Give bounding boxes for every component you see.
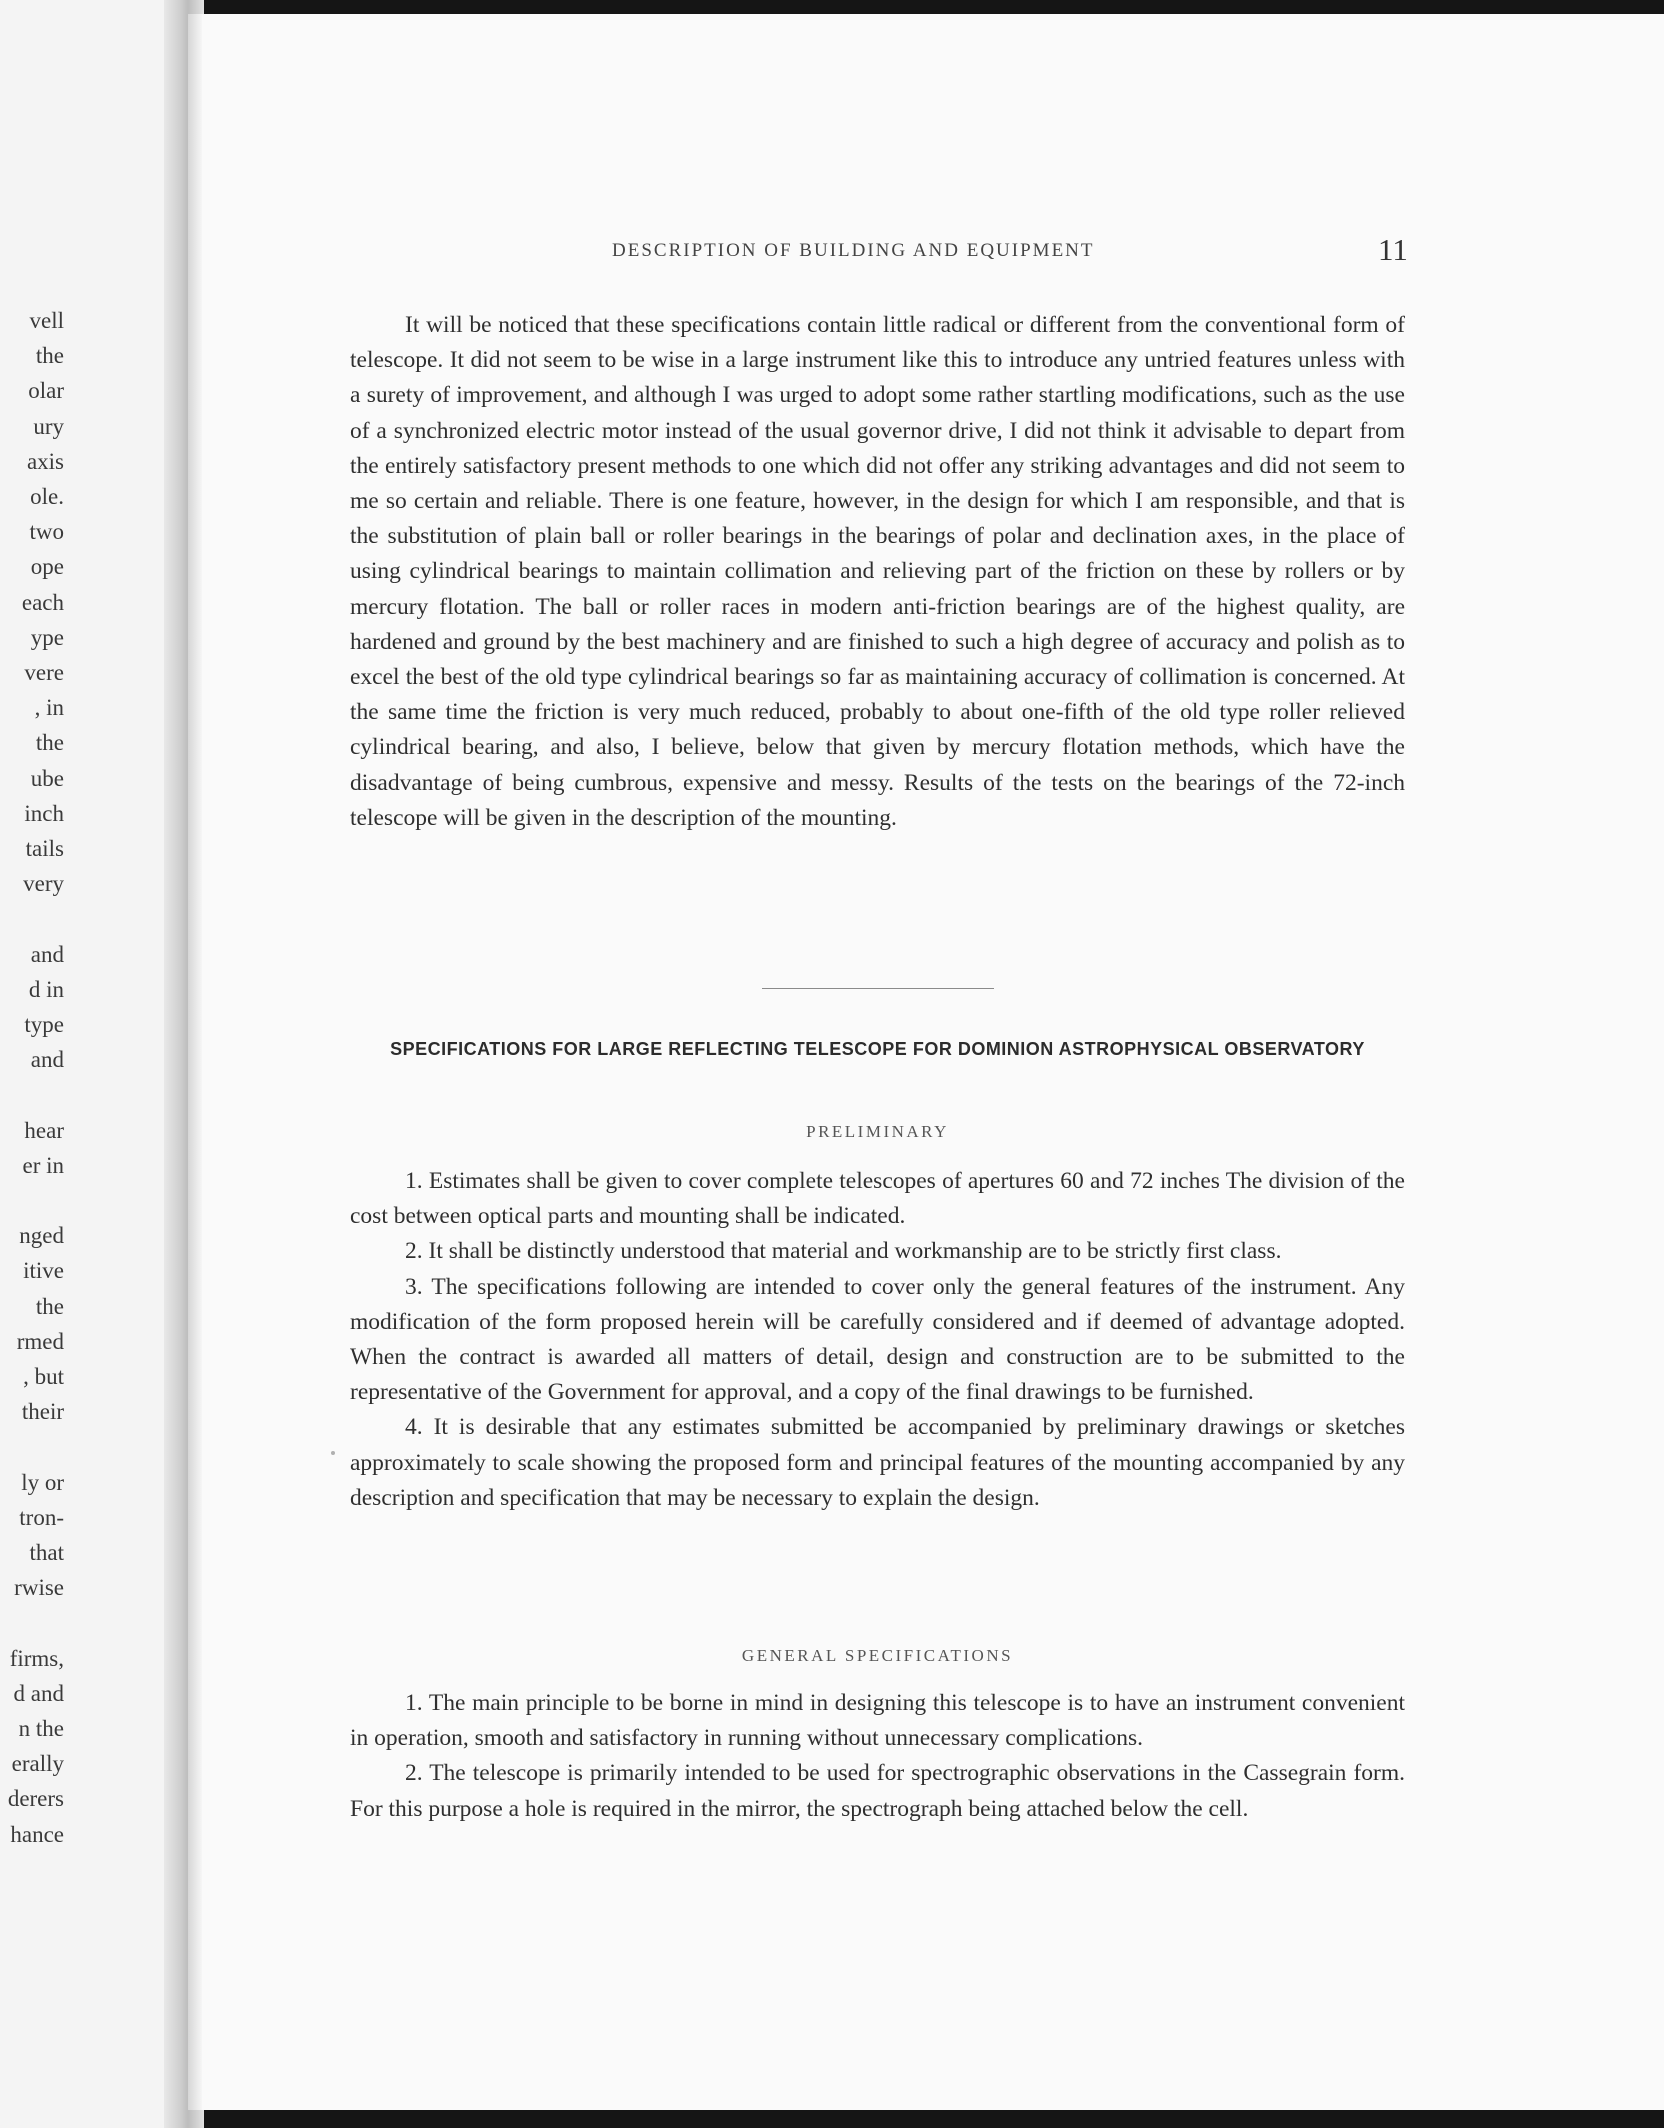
running-head: DESCRIPTION OF BUILDING AND EQUIPMENT — [612, 240, 1095, 261]
facing-page-line: itive — [23, 1258, 64, 1284]
paper-speck — [331, 1451, 335, 1455]
intro-paragraph: It will be noticed that these specifications contain little radical or different from the conventional form of telescope. It did not seem to be wise in a large instrument like this to introduce any untried features unless with a surety of improvement, and although I was urged to adopt some rather startling modifications, such as the use of a synchronized electric motor instead of the usual governor drive, I did not think it advisable to depart from the entirely satisfactory present methods to one which did not offer any striking advantages and did not seem to me so certain and reliable. There is one feature, however, in the design for which I am responsible, and that is the substitution of plain ball or roller bearings in the bearings of polar and declination axes, in the place of using cylindrical bearings to maintain collimation and relieving part of the friction on these by rollers or by mercury flotation. The ball or roller races in modern anti-friction bearings are of the highest quality, are hardened and ground by the best machinery and are finished to such a high degree of accuracy and polish as to excel the best of the old type cylindrical bearings so far as maintaining accuracy of collimation is concerned. At the same time the friction is very much reduced, probably to about one-fifth of the old type roller relieved cylindrical bearing, and also, I believe, below that given by mercury flotation methods, which have the disadvantage of being cumbrous, expensive and messy. Results of the tests on the bearings of the 72-inch telescope will be given in the description of the mounting. — [350, 312, 1405, 831]
facing-page-line: axis — [26, 448, 64, 474]
facing-page-line: rmed — [16, 1328, 64, 1354]
facing-page-line: each — [21, 589, 64, 615]
facing-page-line: tails — [25, 836, 64, 861]
facing-page-line: , in — [34, 695, 64, 721]
facing-page-line: hear — [24, 1117, 64, 1143]
facing-page-line: ube — [30, 765, 64, 791]
page-number: 11 — [1378, 232, 1408, 267]
intro-paragraph-block — [350, 308, 1405, 836]
facing-page-line: d and — [13, 1680, 64, 1706]
facing-page-line: two — [29, 519, 64, 545]
facing-page-line: and — [30, 1047, 64, 1073]
general-item-1: 1. The main principle to be borne in mind in designing this telescope is to have an instrument convenient in operation, smooth and satisfactory in running without unnecessary complications. — [350, 1690, 1405, 1752]
facing-page — [0, 0, 188, 2128]
preliminary-item-2: 2. It shall be distinctly understood that material and workmanship are to be strictly first class. — [405, 1238, 1282, 1265]
preliminary-item-1: 1. Estimates shall be given to cover complete telescopes of apertures 60 and 72 inches The division of the cost between optical parts and mounting shall be indicated. — [350, 1168, 1405, 1230]
facing-page-line: ope — [30, 554, 64, 580]
facing-page-line: , but — [23, 1364, 64, 1389]
facing-page-line: tron- — [19, 1504, 64, 1530]
preliminary-item-4: 4. It is desirable that any estimates submitted be accompanied by preliminary drawings or sketches approximately to scale showing the proposed form and principal features of the mounting accompanied by any description and specification that may be necessary to explain the design. — [350, 1414, 1405, 1511]
facing-page-line: firms, — [9, 1645, 64, 1671]
facing-page-line: derers — [7, 1786, 64, 1812]
facing-page-line: inch — [24, 800, 64, 826]
facing-page-line: the — [35, 1293, 64, 1319]
preliminary-item-3: 3. The specifications following are intended to cover only the general features of the instrument. Any modification of the form proposed herein will be carefully considered and if deemed of advantage adopted. When the contract is awarded all matters of detail, design and construction are to be submitted to the representative of the Government for approval, and a copy of the final drawings to be furnished. — [350, 1273, 1405, 1406]
section-divider — [762, 988, 994, 989]
preliminary-section — [350, 1164, 1405, 1516]
general-item-2: 2. The telescope is primarily intended to be used for spectrographic observations in the Cassegrain form. For this purpose a hole is required in the mirror, the spectrograph being attached below the cell. — [350, 1760, 1405, 1822]
facing-page-line: the — [35, 343, 64, 369]
facing-page-line: d in — [28, 976, 64, 1002]
page-edge-shadow — [188, 14, 202, 2110]
facing-page-line: hance — [10, 1821, 64, 1847]
facing-page-line: erally — [11, 1751, 64, 1777]
facing-page-line: ury — [33, 413, 64, 439]
specifications-heading: SPECIFICATIONS FOR LARGE REFLECTING TELESCOPE FOR DOMINION ASTROPHYSICAL OBSERVATORY — [390, 1039, 1365, 1059]
facing-page-line: the — [35, 730, 64, 756]
facing-page-line: ole. — [30, 484, 64, 509]
facing-page-line: n the — [18, 1716, 64, 1741]
facing-page-line: er in — [22, 1152, 64, 1178]
preliminary-heading: PRELIMINARY — [806, 1122, 949, 1141]
facing-page-line: rwise — [14, 1575, 64, 1601]
facing-page-line: type — [24, 1012, 64, 1037]
facing-page-line: vere — [24, 660, 64, 685]
facing-page-line: nged — [19, 1223, 64, 1249]
general-specifications-heading: GENERAL SPECIFICATIONS — [741, 1646, 1014, 1665]
facing-page-line: vell — [29, 308, 64, 333]
facing-page-line: their — [21, 1399, 64, 1425]
facing-page-line: that — [29, 1540, 64, 1565]
general-specifications-section — [350, 1686, 1405, 1827]
facing-page-line: and — [30, 941, 64, 967]
facing-page-line: ly or — [21, 1469, 64, 1495]
facing-page-line: olar — [28, 378, 64, 404]
facing-page-line: ype — [30, 624, 64, 650]
facing-page-line: very — [23, 871, 64, 897]
